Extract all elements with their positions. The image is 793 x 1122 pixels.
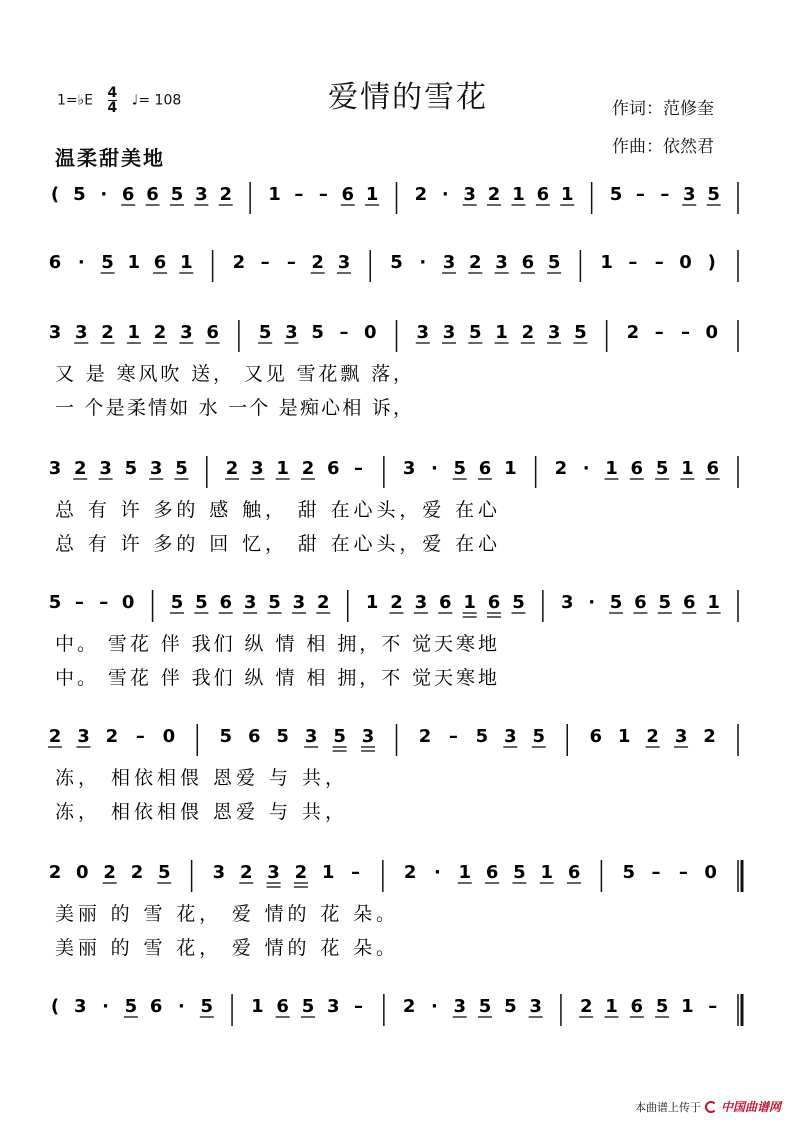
note: 1 [458,862,472,883]
time-signature: $\frac{4}{4}$ [107,85,118,116]
note: 3 [267,862,280,883]
note: 6 [521,252,535,273]
note: 2 [402,996,416,1017]
score-system-7 [49,860,742,959]
lyric-line: 中。 雪花 伴 我们 纵 情 相 拥，不 觉天寒地 [55,633,497,655]
note: 0 [679,252,692,273]
note: 2 [414,184,428,205]
note: 6 [439,592,452,613]
note: 5 [276,726,289,747]
note: 3 [243,592,257,613]
note: 5 [609,184,623,205]
note: 3 [560,592,574,613]
note: 2 [225,458,239,479]
note: · [178,996,185,1017]
note: 3 [77,726,90,747]
note: 2 [311,252,324,273]
note: ( [50,184,60,205]
note: – [260,252,270,273]
note: 1 [540,862,554,883]
note: 2 [317,592,330,613]
site-logo-icon [705,1101,717,1113]
score-system-5 [49,590,738,689]
note: 2 [101,322,114,343]
note: 5 [707,184,720,205]
note: – [354,458,364,479]
note: · [434,862,441,883]
note: 5 [622,862,635,883]
note: 1 [617,726,631,747]
note: 2 [626,322,640,343]
note: 6 [478,458,492,479]
note: 0 [363,322,377,343]
note: 1 [365,592,379,613]
note: 6 [589,726,602,747]
uploaded-text: 本曲谱上传于 [634,1100,701,1114]
note: · [419,252,427,273]
note: 2 [521,322,535,343]
note: – [708,996,718,1017]
note: 1 [504,458,517,479]
note: 1 [276,458,289,479]
note: 2 [239,862,253,883]
note: 6 [149,996,163,1017]
note: 2 [48,862,62,883]
note: – [654,252,664,273]
note: 5 [658,592,672,613]
note: 6 [276,996,289,1017]
score-system-1 [51,182,738,214]
note: 2 [153,322,167,343]
note: 2 [403,862,417,883]
note: 6 [48,252,62,273]
note: 5 [478,996,492,1017]
note: 3 [495,252,508,273]
score-system-4 [49,456,738,555]
note: – [99,592,109,613]
note: · [100,184,108,205]
note: 1 [681,996,694,1017]
note: – [660,184,670,205]
note: 5 [258,322,272,343]
expression-marking: 温柔甜美地 [55,146,165,170]
note: 5 [655,996,669,1017]
score-system-3 [49,320,738,419]
footer-credit [635,1098,781,1115]
note: – [339,322,349,343]
note: 5 [301,996,315,1017]
note: 0 [162,726,176,747]
note: 3 [251,458,264,479]
note: 3 [453,996,467,1017]
note: 1 [600,252,613,273]
note: 3 [285,322,298,343]
note: 3 [149,458,163,479]
note: 5 [124,996,138,1017]
note: 1 [127,322,141,343]
lyric-line: 总 有 许 多的 感 触， 甜 在心头，爱 在心 [55,499,497,521]
note: 3 [292,592,306,613]
note: 6 [536,184,550,205]
note: 1 [605,996,618,1017]
score-system-6 [48,724,738,823]
note: 2 [219,184,233,205]
note: 3 [529,996,542,1017]
note: – [651,862,661,883]
note: · [431,996,438,1017]
note: 1 [251,996,264,1017]
note: 3 [48,458,62,479]
note: 3 [180,322,193,343]
note: 5 [195,592,208,613]
lyric-line: 一 个是柔情如 水 一个 是痴心相 诉， [55,397,412,419]
note: 3 [304,726,318,747]
note: 5 [101,252,114,273]
lyric-line: 冻， 相依相偎 恩爱 与 共， [55,801,344,823]
note: – [448,726,458,747]
note: 6 [485,862,499,883]
note: 3 [326,996,340,1017]
note: ) [707,252,716,273]
note: 6 [247,726,261,747]
note: 5 [200,996,214,1017]
note: 3 [416,322,430,343]
note: 3 [682,184,696,205]
note: 5 [453,458,467,479]
note: 1 [321,862,335,883]
note: 5 [48,592,62,613]
note: 6 [634,592,647,613]
site-name: 中国曲谱网 [720,1100,781,1114]
note: – [135,726,145,747]
note: 5 [219,726,233,747]
note: 5 [512,592,525,613]
note: 6 [146,184,159,205]
note: 3 [337,252,351,273]
note: 5 [170,592,184,613]
note: 1 [180,252,193,273]
note: 0 [76,862,89,883]
note: 6 [567,862,581,883]
lyric-line: 冻， 相依相偎 恩爱 与 共， [55,767,344,789]
note: 2 [130,862,144,883]
note: 2 [469,252,482,273]
note: 3 [361,726,375,747]
lyric-line: 美丽 的 雪 花， 爱 情的 花 朵。 [55,937,395,959]
note: – [294,184,304,205]
note: 1 [512,184,525,205]
note: 6 [630,996,644,1017]
note: 6 [630,458,644,479]
note: 1 [605,458,618,479]
note: 5 [124,458,138,479]
note: 3 [212,862,226,883]
note: 1 [365,184,379,205]
note: 1 [560,184,574,205]
note: 3 [463,184,476,205]
note: 1 [495,322,508,343]
note: 5 [475,726,489,747]
note: 6 [206,322,219,343]
note: 3 [442,252,456,273]
note: 6 [706,458,719,479]
note: – [654,322,664,343]
note: 2 [294,862,308,883]
note: 6 [219,592,233,613]
composer-credit: 作曲：依然君 [612,137,714,157]
note: 3 [402,458,416,479]
note: 5 [170,184,184,205]
note: 1 [463,592,476,613]
note: 1 [127,252,141,273]
note: 5 [513,862,526,883]
note: 3 [99,458,112,479]
note: 6 [153,252,167,273]
note: 6 [341,184,354,205]
note: 5 [158,862,171,883]
note: – [354,996,364,1017]
note: 0 [121,592,135,613]
note: 5 [655,458,669,479]
note: 0 [705,322,718,343]
score-system-8 [51,994,742,1026]
note: 2 [105,726,119,747]
tempo-marking: ♩= 108 [131,92,182,109]
note: 3 [48,322,62,343]
note: 5 [574,322,587,343]
note: – [351,862,361,883]
note: · [77,252,85,273]
note: 5 [504,996,517,1017]
note: 5 [547,252,561,273]
note: 5 [333,726,346,747]
note: – [318,184,328,205]
note: · [102,996,110,1017]
note: · [441,184,449,205]
note: 3 [442,322,456,343]
note: 6 [487,592,501,613]
lyric-line: 中。 雪花 伴 我们 纵 情 相 拥，不 觉天寒地 [55,667,497,689]
note: 1 [268,184,281,205]
note: 2 [301,458,315,479]
note: 2 [390,592,403,613]
note: – [286,252,296,273]
note: 0 [704,862,717,883]
song-title: 爱情的雪花 [328,80,488,115]
note: 5 [268,592,281,613]
note: 5 [311,322,324,343]
note: 2 [703,726,716,747]
note: 5 [73,184,86,205]
lyricist-credit: 作词：范修奎 [612,99,714,119]
note: – [74,592,84,613]
note: 2 [48,726,62,747]
note: – [680,322,690,343]
lyric-line: 又 是 寒风吹 送， 又见 雪花飘 落， [55,363,412,385]
note: 5 [532,726,546,747]
note: 6 [326,458,340,479]
score-system-2 [49,250,738,282]
note: 2 [487,184,501,205]
note: 2 [418,726,432,747]
note: 3 [75,322,88,343]
note: – [628,252,638,273]
key-signature: 1=♭E [57,92,94,109]
note: 2 [103,862,116,883]
lyric-line: 总 有 许 多的 回 忆， 甜 在心头，爱 在心 [55,533,497,555]
note: · [431,458,438,479]
note: 5 [175,458,188,479]
note: 2 [646,726,659,747]
note: 2 [74,458,87,479]
note: 2 [579,996,593,1017]
note: 1 [681,458,694,479]
note: ( [50,996,60,1017]
note: 5 [469,322,482,343]
note: – [635,184,645,205]
note: · [582,458,590,479]
note: 3 [547,322,561,343]
note: 3 [504,726,517,747]
note: 3 [195,184,208,205]
note: 3 [414,592,428,613]
lyric-line: 美丽 的 雪 花， 爱 情的 花 朵。 [55,903,395,925]
note: 5 [390,252,403,273]
note: 2 [554,458,568,479]
note: 3 [74,996,87,1017]
note: · [588,592,596,613]
note: 1 [707,592,720,613]
note: 5 [609,592,623,613]
note: 6 [121,184,135,205]
note: – [678,862,688,883]
note: 3 [674,726,688,747]
note: 6 [682,592,696,613]
note: 2 [232,252,246,273]
